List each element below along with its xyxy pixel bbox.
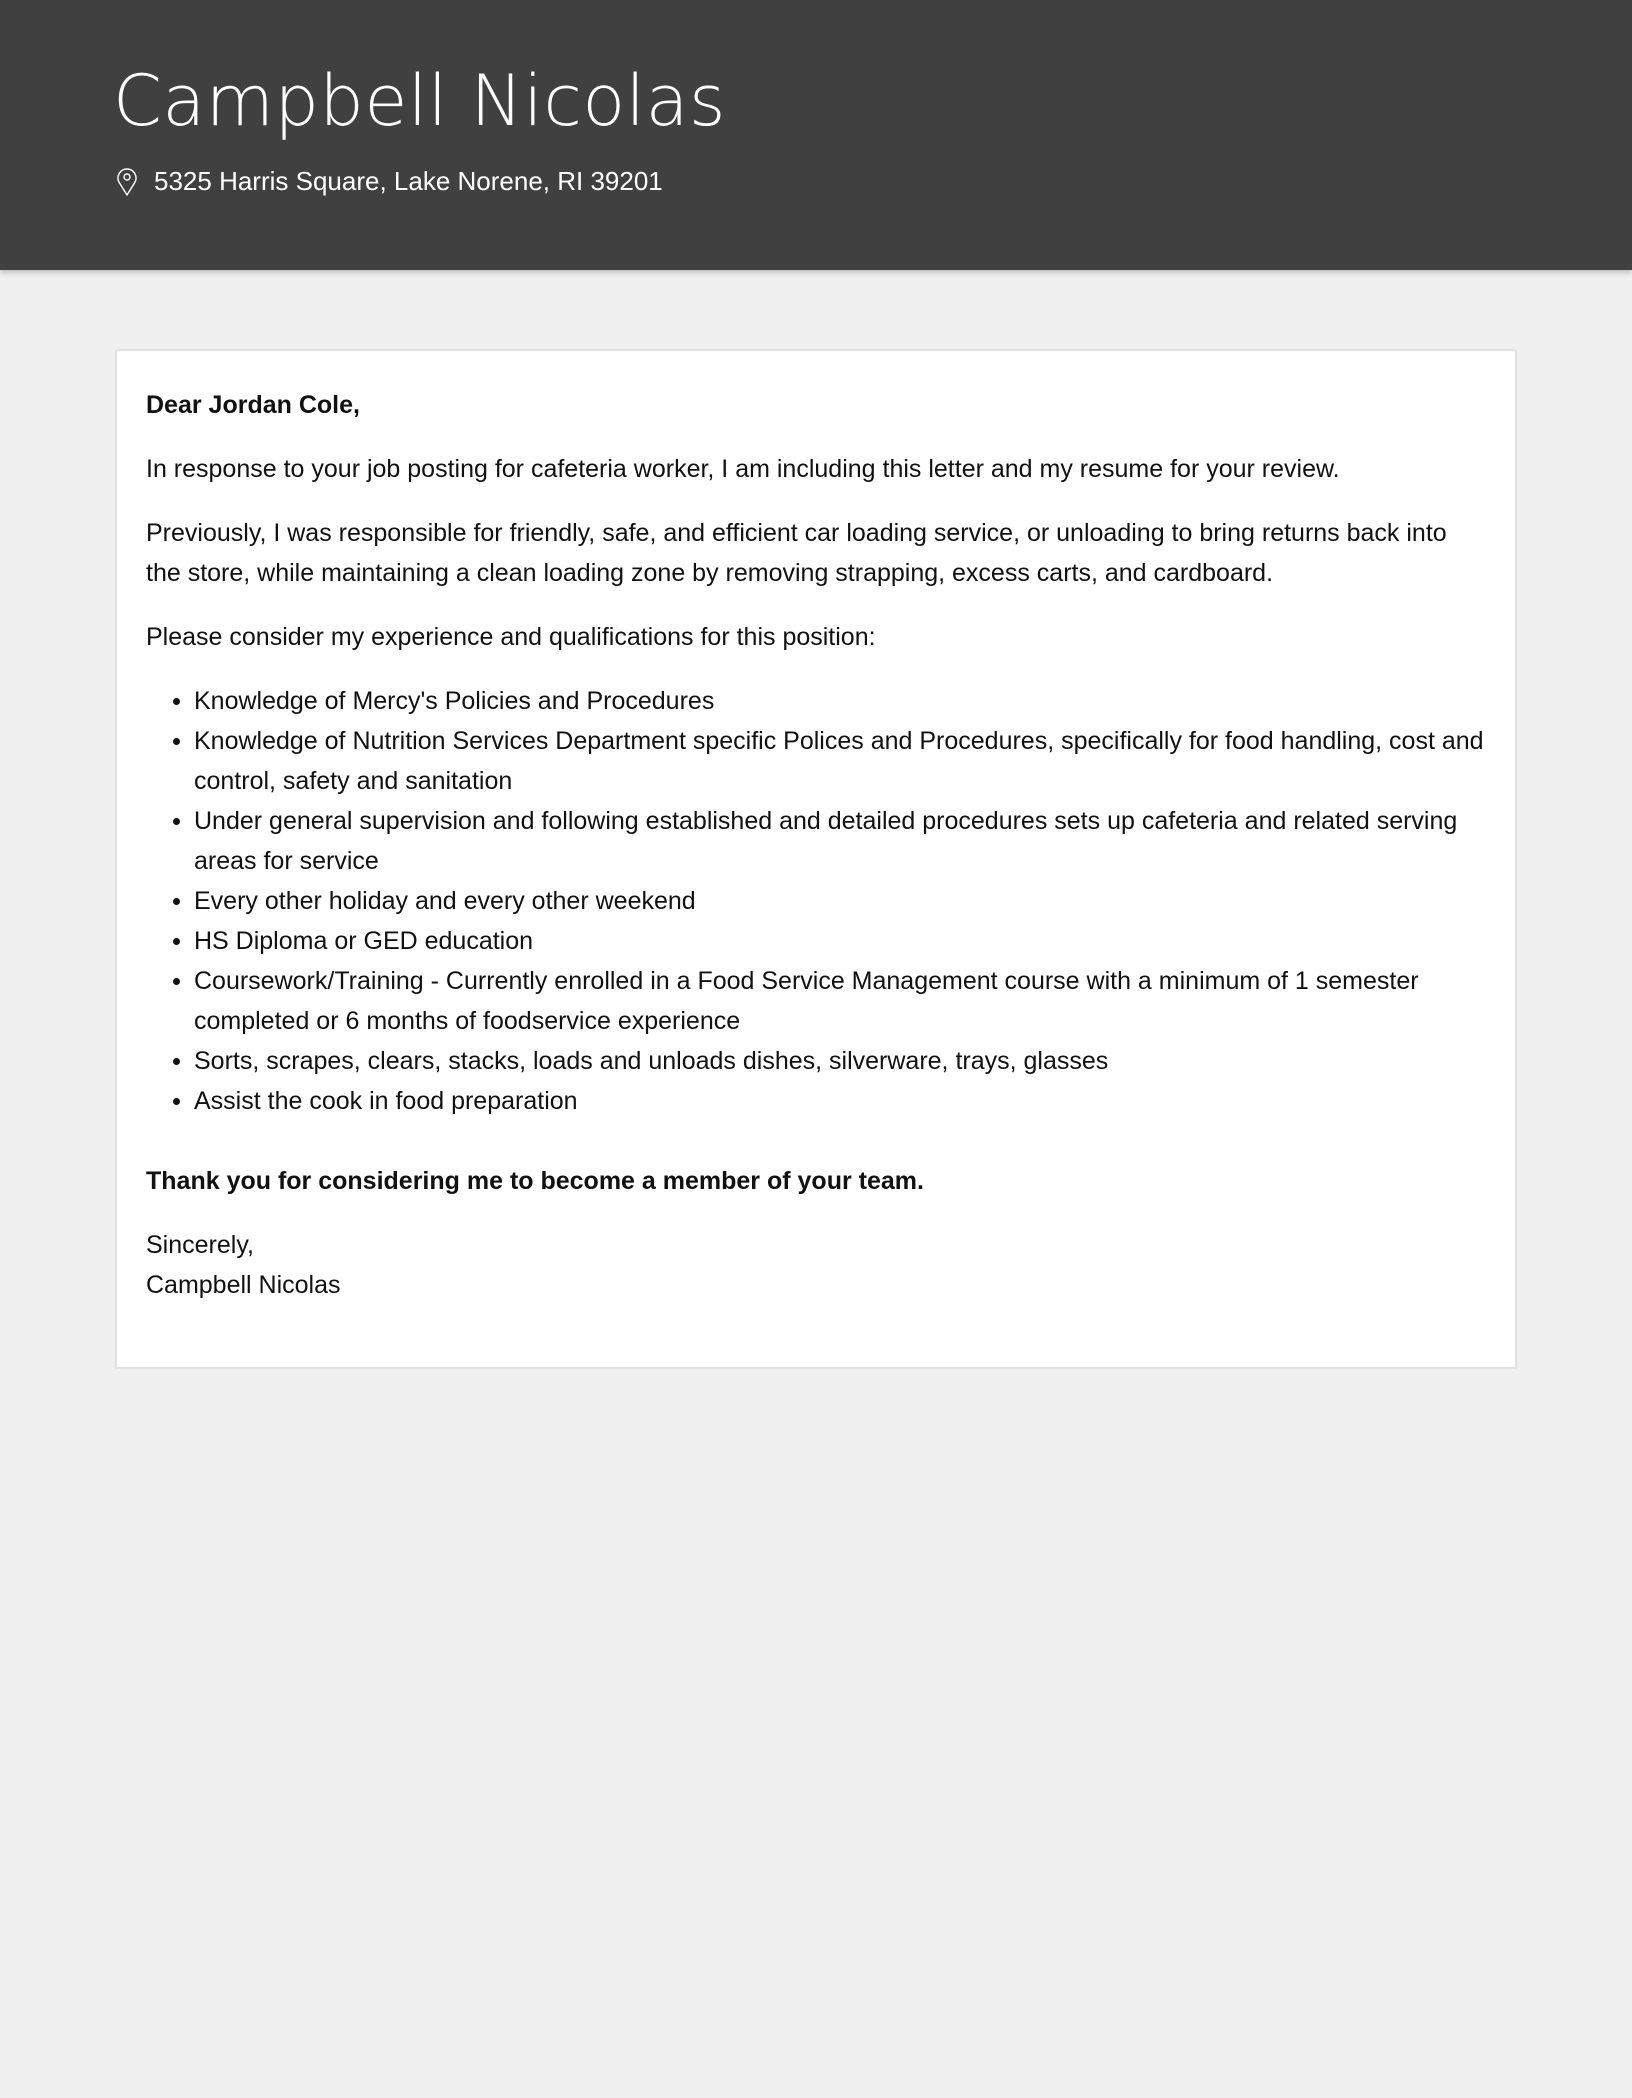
letter-closing: Thank you for considering me to become a member of your team. — [146, 1167, 924, 1195]
list-item: HS Diploma or GED education — [146, 921, 1486, 961]
list-item: Knowledge of Mercy's Policies and Procedures — [146, 681, 1486, 721]
list-item: Sorts, scrapes, clears, stacks, loads and unloads dishes, silverware, trays, glasses — [146, 1041, 1486, 1081]
address-text: 5325 Harris Square, Lake Norene, RI 39201 — [154, 166, 663, 196]
qualifications-intro: Please consider my experience and qualifications for this position: — [146, 623, 876, 651]
list-item: Assist the cook in food preparation — [146, 1081, 1486, 1121]
address-line — [116, 166, 663, 197]
list-item: Every other holiday and every other weekend — [146, 881, 1486, 921]
letter-signoff — [146, 1225, 1486, 1305]
letter-experience: Previously, I was responsible for friendly, safe, and efficient car loading service, or unloading to bring returns back into the store, while maintaining a clean loading zone by removing strapping, excess carts, and cardboard. — [146, 519, 1447, 587]
letter-intro: In response to your job posting for cafeteria worker, I am including this letter and my resume for your review. — [146, 455, 1340, 483]
header-banner — [0, 0, 1632, 270]
applicant-name: Campbell Nicolas — [113, 60, 726, 142]
list-item: Under general supervision and following established and detailed procedures sets up cafeteria and related serving areas for service — [146, 801, 1486, 881]
cover-letter-card — [115, 349, 1517, 1369]
signoff-text: Sincerely, — [146, 1231, 254, 1259]
letter-greeting: Dear Jordan Cole, — [146, 391, 360, 419]
list-item: Coursework/Training - Currently enrolled in a Food Service Management course with a minimum of 1 semester completed or 6 months of foodservice experience — [146, 961, 1486, 1041]
qualifications-list — [146, 681, 1486, 1121]
signature-name: Campbell Nicolas — [146, 1271, 341, 1299]
map-pin-icon — [116, 167, 138, 197]
list-item: Knowledge of Nutrition Services Department specific Polices and Procedures, specifically for food handling, cost and control, safety and sanitation — [146, 721, 1486, 801]
